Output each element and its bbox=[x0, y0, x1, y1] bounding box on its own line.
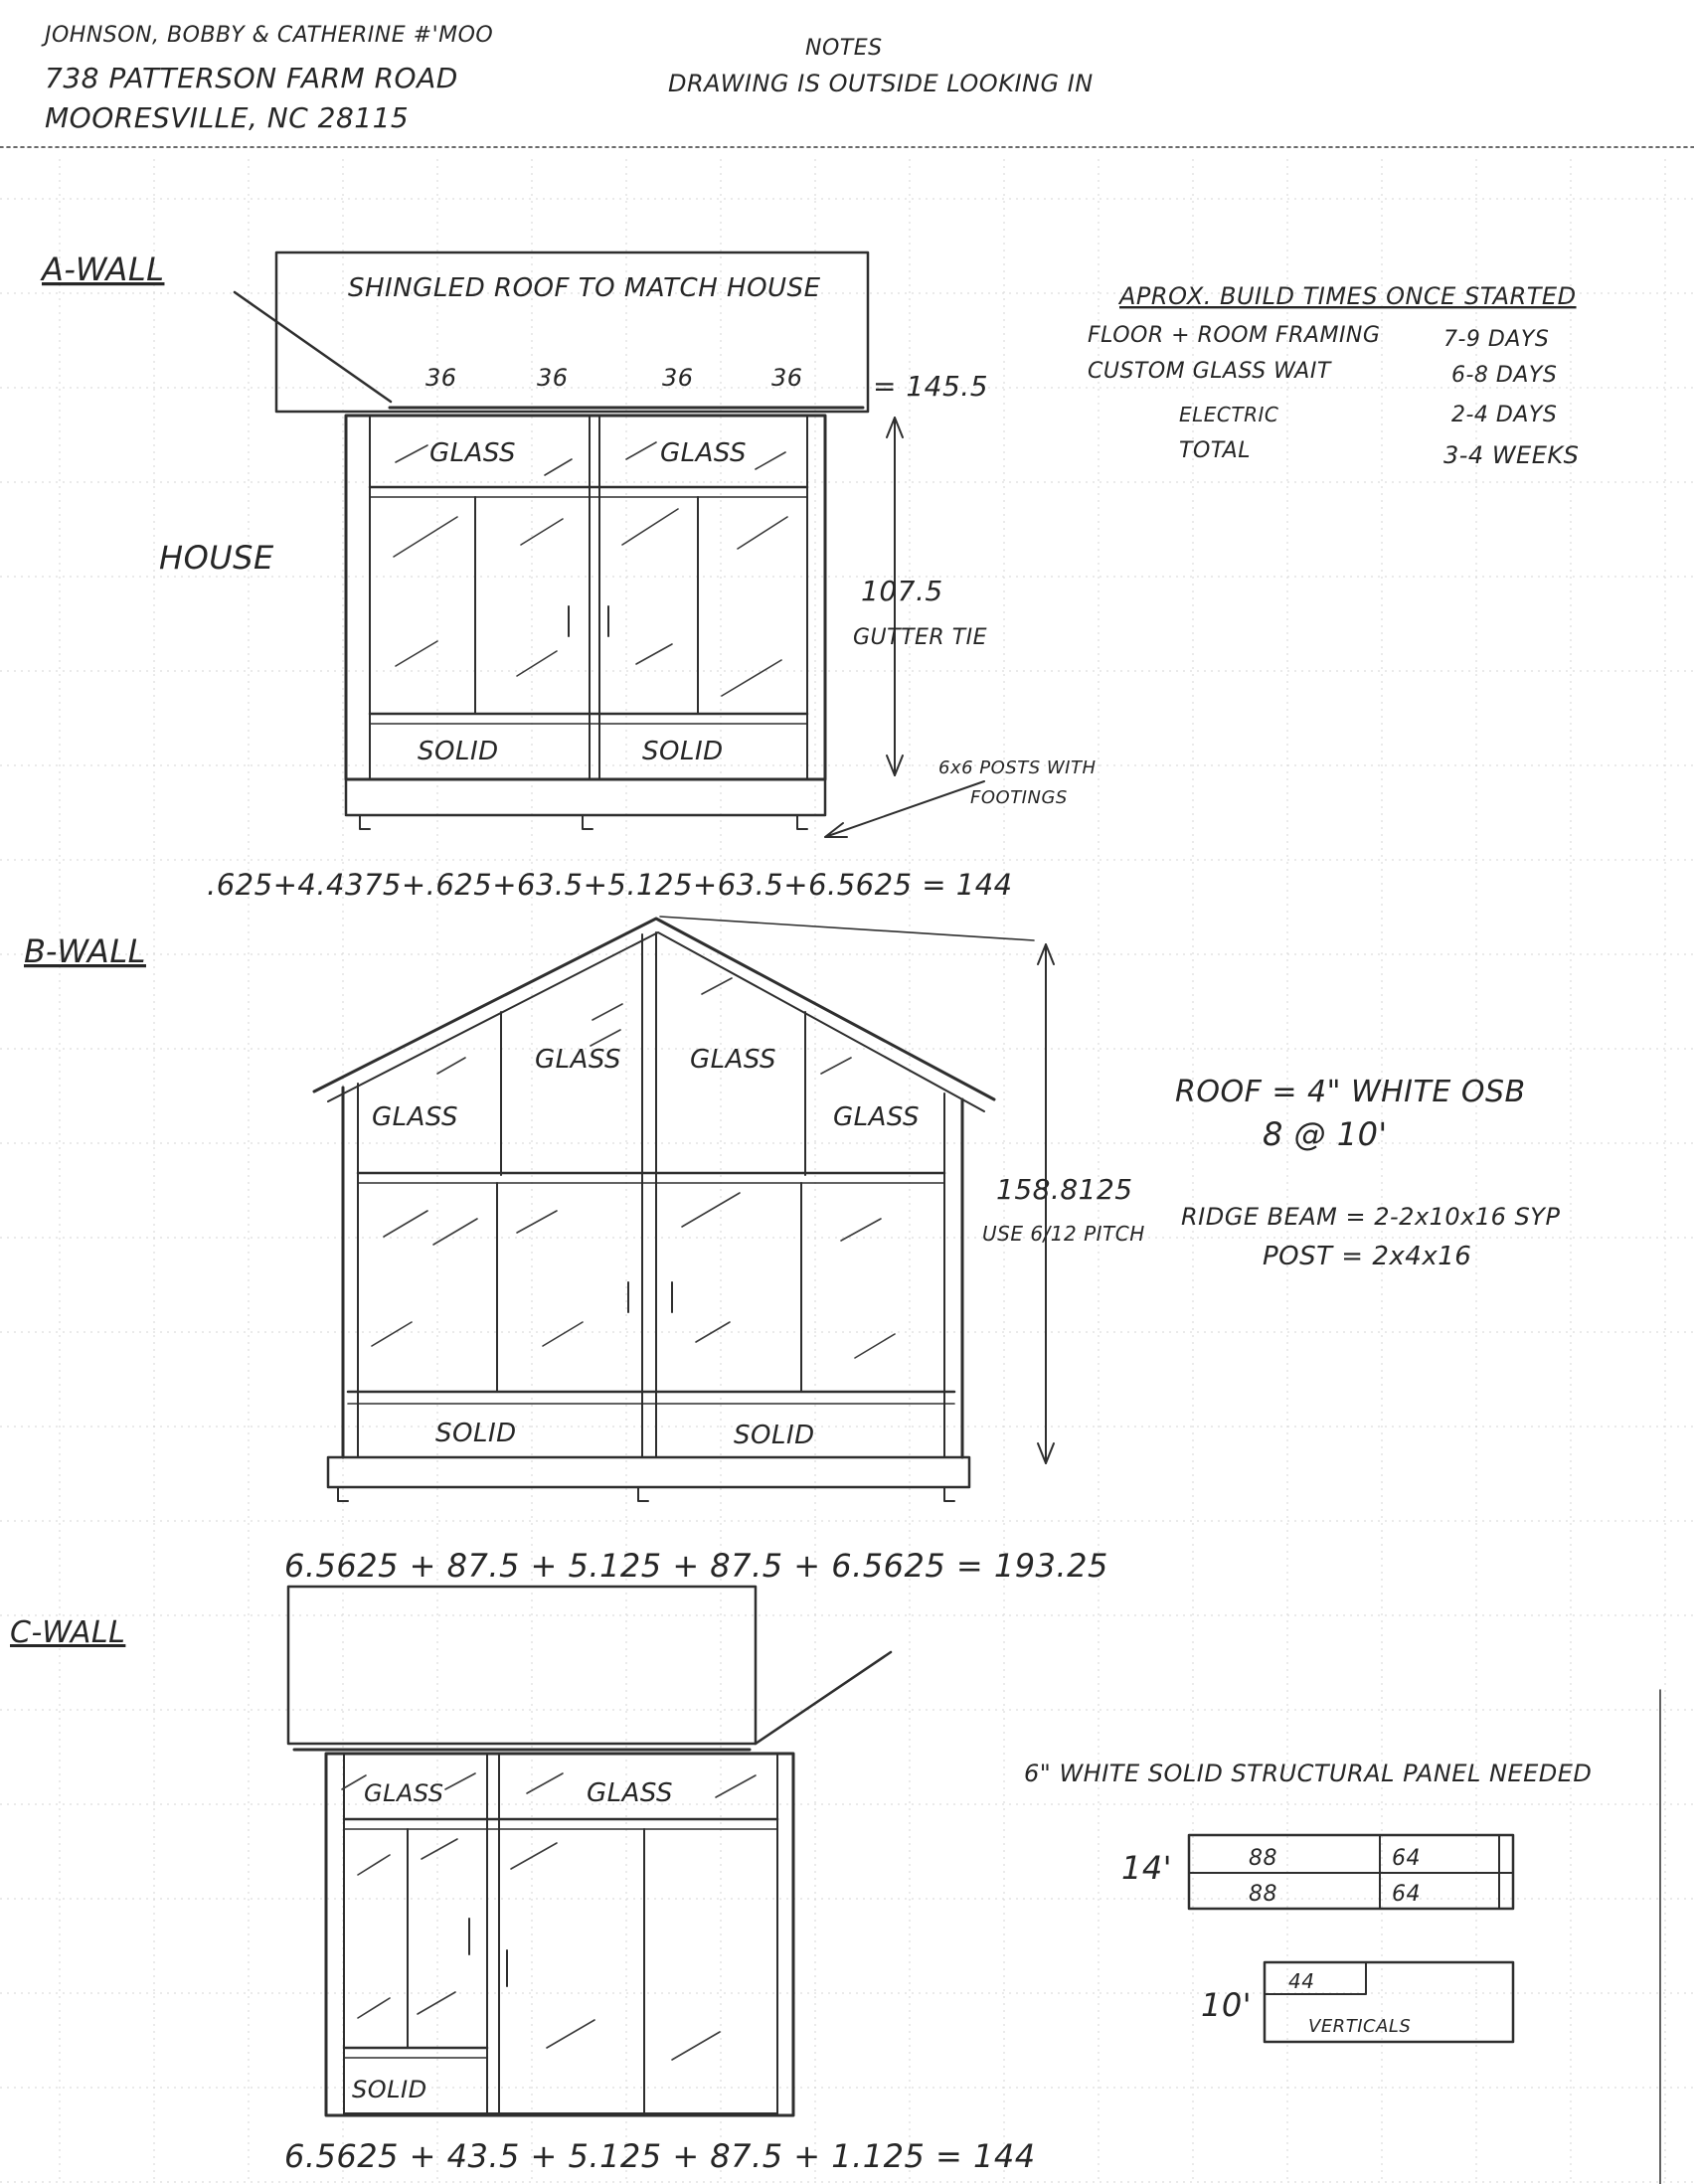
b-wall-glass-1: GLASS bbox=[372, 1102, 458, 1132]
b-wall-width-equation: 6.5625 + 87.5 + 5.125 + 87.5 + 6.5625 = 193.25 bbox=[284, 1547, 1108, 1585]
client-city: MOORESVILLE, NC 28115 bbox=[45, 101, 410, 134]
build-time-3: 2-4 DAYS bbox=[1451, 403, 1558, 427]
a-wall-width-equation: .625+4.4375+.625+63.5+5.125+63.5+6.5625 = 144 bbox=[207, 868, 1013, 902]
b-wall-section bbox=[24, 917, 1560, 1585]
build-task-2: CUSTOM GLASS WAIT bbox=[1088, 359, 1331, 384]
build-times-title: APROX. BUILD TIMES ONCE STARTED bbox=[1119, 282, 1577, 310]
panel-label-10: 10' bbox=[1201, 1986, 1253, 2024]
a-wall-height-value: 107.5 bbox=[861, 575, 943, 607]
build-time-4: 3-4 WEEKS bbox=[1443, 441, 1580, 469]
a-wall-base bbox=[346, 779, 825, 815]
c-wall-glass-right: GLASS bbox=[587, 1778, 673, 1808]
a-wall-section bbox=[40, 251, 1097, 902]
a-wall-solid-left: SOLID bbox=[418, 737, 499, 766]
notes-text: DRAWING IS OUTSIDE LOOKING IN bbox=[668, 70, 1094, 97]
a-wall-dim-1: 36 bbox=[425, 364, 457, 392]
build-task-4: TOTAL bbox=[1179, 438, 1251, 463]
b-wall-ridge-ext bbox=[660, 917, 1034, 940]
b-wall-roof-outer bbox=[314, 919, 994, 1099]
build-task-3: ELECTRIC bbox=[1179, 403, 1279, 426]
b-wall-solid-right: SOLID bbox=[734, 1421, 815, 1450]
b-wall-base bbox=[328, 1457, 969, 1487]
panel-table-title: 6" WHITE SOLID STRUCTURAL PANEL NEEDED bbox=[1024, 1760, 1593, 1787]
a-wall-dim-3: 36 bbox=[662, 364, 694, 392]
b-wall-post-spec: POST = 2x4x16 bbox=[1263, 1242, 1472, 1271]
build-time-2: 6-8 DAYS bbox=[1451, 363, 1558, 388]
a-wall-glass-left: GLASS bbox=[429, 438, 516, 468]
panel-row2-b: 64 bbox=[1392, 1882, 1421, 1907]
a-wall-solid-right: SOLID bbox=[642, 737, 724, 766]
panel-row3-value: 44 bbox=[1288, 1969, 1315, 1993]
build-time-1: 7-9 DAYS bbox=[1443, 327, 1550, 352]
build-times-table bbox=[1088, 282, 1579, 469]
panel-row1-b: 64 bbox=[1392, 1846, 1421, 1871]
b-wall-height-value: 158.8125 bbox=[996, 1173, 1133, 1206]
b-wall-roof-spec-2: 8 @ 10' bbox=[1263, 1115, 1388, 1153]
b-wall-glass-4: GLASS bbox=[833, 1102, 920, 1132]
a-wall-frame bbox=[346, 416, 825, 779]
c-wall-glass-marks bbox=[342, 1773, 756, 2060]
client-name: JOHNSON, BOBBY & CATHERINE #'MOO bbox=[45, 23, 494, 48]
c-wall-width-equation: 6.5625 + 43.5 + 5.125 + 87.5 + 1.125 = 144 bbox=[284, 2137, 1036, 2175]
b-wall-glass-3: GLASS bbox=[690, 1045, 776, 1075]
a-wall-house-label: HOUSE bbox=[159, 539, 274, 577]
a-wall-label: A-WALL bbox=[42, 251, 165, 288]
b-wall-footings bbox=[338, 1487, 954, 1501]
a-wall-roof-leader bbox=[235, 292, 391, 402]
a-wall-post-note-1: 6x6 POSTS WITH bbox=[938, 757, 1097, 778]
a-wall-total-width: = 145.5 bbox=[873, 370, 989, 403]
build-task-1: FLOOR + ROOM FRAMING bbox=[1088, 323, 1381, 348]
b-wall-ridge-beam: RIDGE BEAM = 2-2x10x16 SYP bbox=[1181, 1203, 1561, 1231]
a-wall-roof-note: SHINGLED ROOF TO MATCH HOUSE bbox=[348, 273, 821, 303]
c-wall-label: C-WALL bbox=[10, 1615, 126, 1650]
notes-title: NOTES bbox=[805, 36, 883, 61]
panel-row1-a: 88 bbox=[1249, 1846, 1277, 1871]
b-wall-glass-2: GLASS bbox=[535, 1045, 621, 1075]
b-wall-solid-left: SOLID bbox=[435, 1419, 517, 1448]
b-wall-label: B-WALL bbox=[24, 932, 146, 970]
paper-grid bbox=[0, 159, 1694, 2184]
header-block bbox=[0, 23, 1694, 147]
panel-table-10-cell bbox=[1265, 1962, 1366, 1994]
a-wall-dim-2: 36 bbox=[537, 364, 569, 392]
a-wall-glass-right: GLASS bbox=[660, 438, 747, 468]
a-wall-dim-4: 36 bbox=[771, 364, 803, 392]
a-wall-footings bbox=[360, 815, 807, 829]
b-wall-glass-marks bbox=[372, 978, 895, 1358]
c-wall-glass-left: GLASS bbox=[364, 1779, 444, 1807]
panel-row3-note: VERTICALS bbox=[1308, 2016, 1412, 2037]
a-wall-post-note-2: FOOTINGS bbox=[970, 787, 1068, 808]
c-wall-solid: SOLID bbox=[352, 2076, 427, 2103]
a-wall-post-leader bbox=[825, 781, 984, 837]
c-wall-frame bbox=[326, 1754, 793, 2115]
client-address: 738 PATTERSON FARM ROAD bbox=[45, 62, 458, 94]
panel-row2-a: 88 bbox=[1249, 1882, 1277, 1907]
c-wall-section bbox=[10, 1587, 1036, 2175]
b-wall-roof-spec-1: ROOF = 4" WHITE OSB bbox=[1175, 1075, 1526, 1109]
c-wall-roof bbox=[288, 1587, 756, 1744]
b-wall-pitch-note: USE 6/12 PITCH bbox=[982, 1222, 1145, 1246]
panel-label-14: 14' bbox=[1121, 1849, 1173, 1887]
a-wall-height-note: GUTTER TIE bbox=[853, 625, 988, 650]
panel-table bbox=[1024, 1760, 1592, 2042]
c-wall-roof-leader bbox=[756, 1652, 891, 1744]
